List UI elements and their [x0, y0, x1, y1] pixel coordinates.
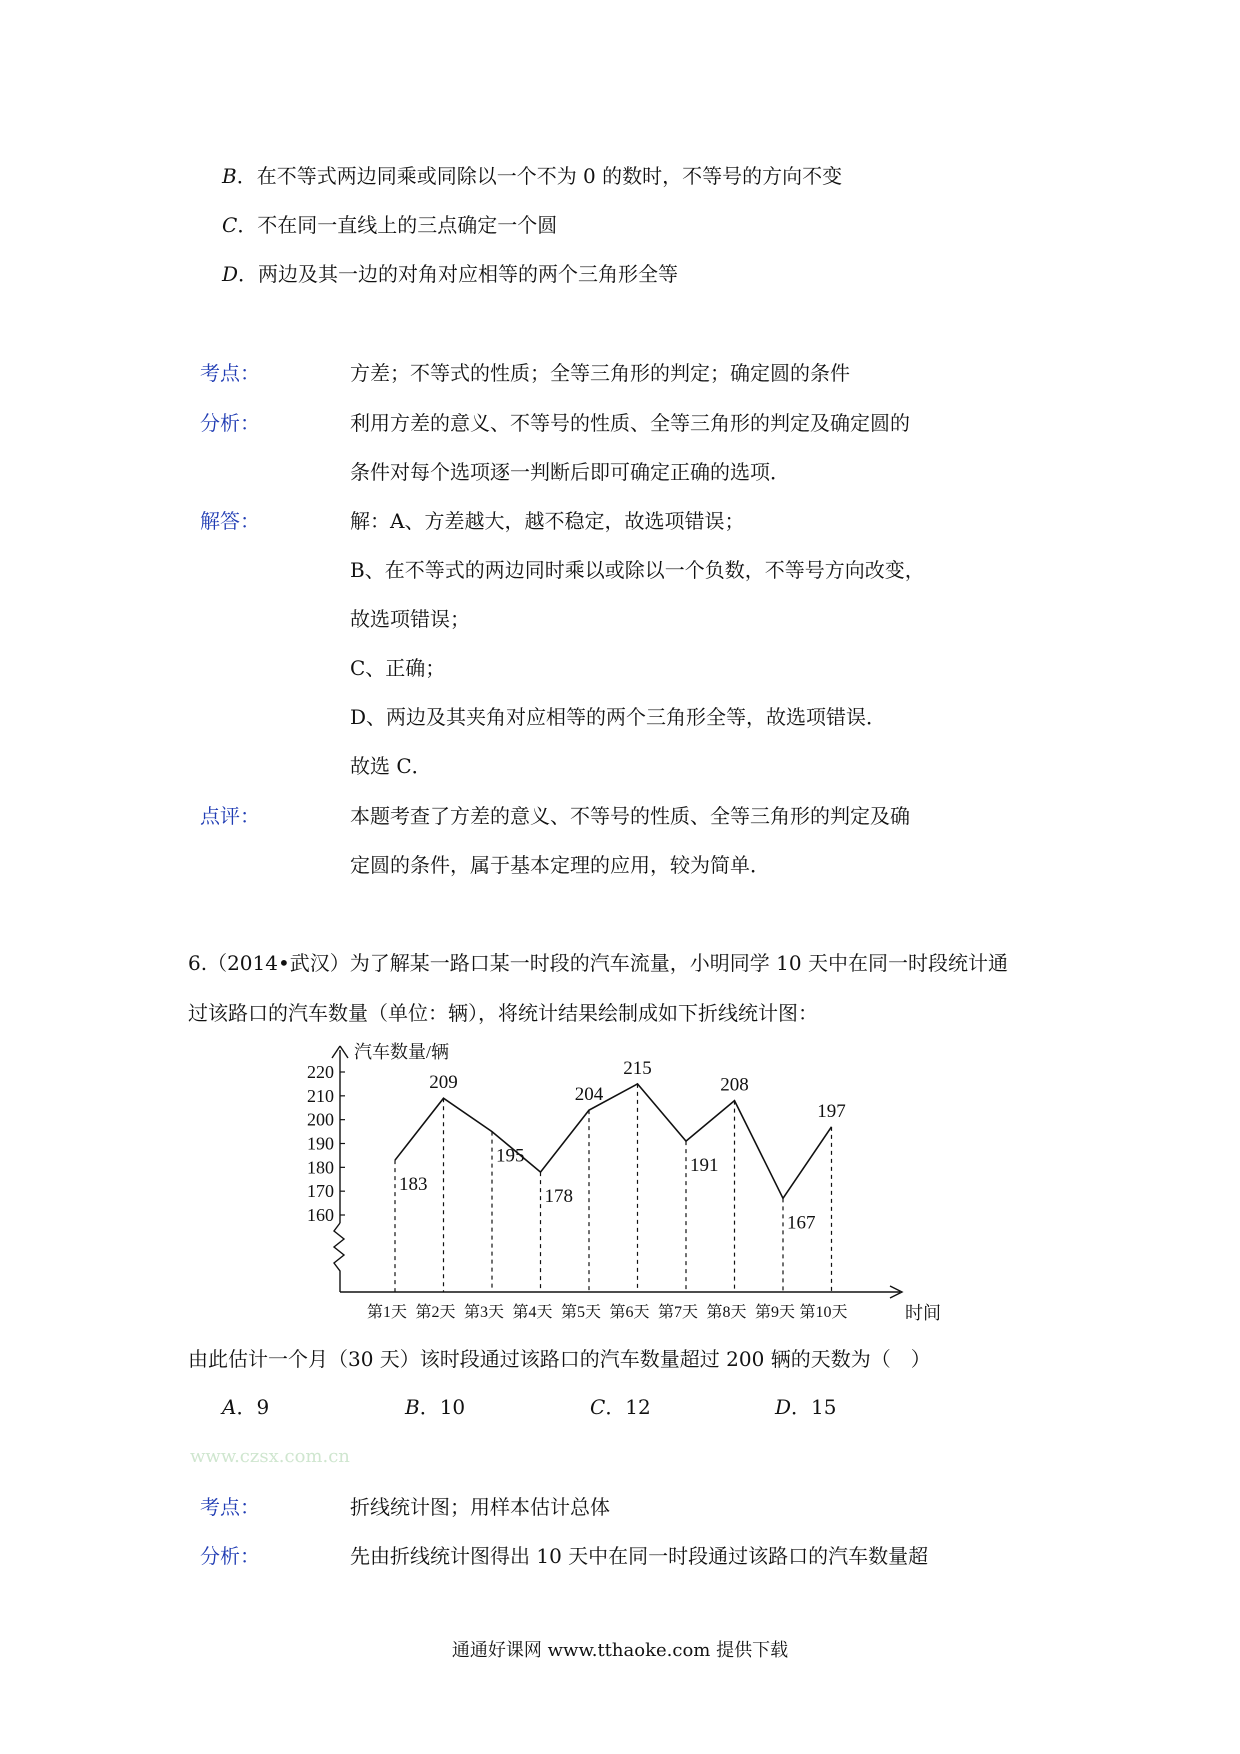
dianping-line-1: 本题考查了方差的意义、不等号的性质、全等三角形的判定及确 [350, 804, 910, 828]
watermark: www.czsx.com.cn [190, 1446, 350, 1467]
x-tick-label: 第1天 [366, 1304, 408, 1321]
x-tick-label: 第2天 [415, 1304, 456, 1321]
q6-kaodian-text: 折线统计图；用样本估计总体 [350, 1495, 610, 1519]
option-a: A．9 [222, 1395, 270, 1419]
q6-kaodian-label: 考点： [200, 1495, 260, 1519]
question6-question-line: 由此估计一个月（30 天）该时段通过该路口的汽车数量超过 200 辆的天数为（ ） [188, 1347, 931, 1371]
x-tick-label: 第4天 [512, 1304, 553, 1321]
x-tick-label: 第9天 [754, 1304, 796, 1321]
line-chart [300, 1040, 960, 1330]
data-label: 191 [690, 1155, 719, 1177]
kaodian-text: 方差；不等式的性质；全等三角形的判定；确定圆的条件 [350, 361, 850, 385]
q6-fenxi-label: 分析： [200, 1544, 260, 1568]
option-d: D．15 [775, 1395, 837, 1419]
x-tick-label: 第7天 [657, 1304, 699, 1321]
y-tick-label: 180 [307, 1157, 334, 1178]
option-d-prev: D．两边及其一边的对角对应相等的两个三角形全等 [222, 262, 679, 286]
data-label: 195 [496, 1145, 525, 1167]
data-label: 183 [399, 1174, 428, 1196]
x-tick-label: 第5天 [560, 1304, 602, 1321]
chart-drop-lines [395, 1084, 832, 1292]
y-tick-label: 200 [307, 1109, 334, 1130]
option-b: B．10 [405, 1395, 466, 1419]
y-tick-label: 220 [307, 1062, 334, 1082]
y-tick-label: 210 [307, 1085, 334, 1106]
data-label: 178 [544, 1186, 573, 1208]
q6-fenxi-text: 先由折线统计图得出 10 天中在同一时段通过该路口的汽车数量超 [350, 1544, 929, 1568]
fenxi-line-1: 利用方差的意义、不等号的性质、全等三角形的判定及确定圆的 [350, 411, 910, 435]
jieda-line-5: D、两边及其夹角对应相等的两个三角形全等，故选项错误． [350, 705, 887, 729]
option-c-prev: C．不在同一直线上的三点确定一个圆 [222, 213, 558, 237]
series-line [395, 1084, 832, 1198]
y-tick-label: 170 [307, 1181, 334, 1202]
y-tick-label: 190 [307, 1133, 334, 1154]
x-tick-label: 第8天 [706, 1304, 747, 1321]
jieda-label: 解答： [200, 509, 260, 533]
page-footer: 通通好课网 www.tthaoke.com 提供下载 [451, 1640, 789, 1661]
option-b-prev: B．在不等式两边同乘或同除以一个不为 0 的数时，不等号的方向不变 [222, 164, 843, 188]
data-label: 208 [720, 1074, 749, 1096]
dianping-label: 点评： [200, 804, 260, 828]
jieda-line-6: 故选 C． [350, 754, 432, 778]
data-label: 215 [623, 1057, 652, 1079]
chart-line [395, 1084, 832, 1198]
option-c: C．12 [590, 1395, 651, 1419]
question6-stem-line-1: 6.（2014•武汉）为了解某一路口某一时段的汽车流量，小明同学 10 天中在同一时段统计通 [188, 951, 1008, 975]
x-axis-label: 时间 [905, 1303, 941, 1323]
kaodian-label: 考点： [200, 361, 260, 385]
jieda-line-3: 故选项错误； [350, 607, 470, 631]
y-axis-label: 汽车数量/辆 [354, 1042, 450, 1062]
y-axis-break [334, 1223, 344, 1292]
data-label: 209 [429, 1072, 458, 1094]
fenxi-line-2: 条件对每个选项逐一判断后即可确定正确的选项． [350, 460, 790, 484]
x-tick-label: 第10天 [799, 1304, 848, 1321]
x-tick-label: 第3天 [463, 1304, 505, 1321]
chart-axes [307, 1046, 902, 1298]
data-label: 167 [787, 1212, 816, 1234]
fenxi-label: 分析： [200, 411, 260, 435]
y-tick-label: 160 [307, 1205, 334, 1225]
x-tick-label: 第6天 [609, 1304, 650, 1321]
data-label: 197 [817, 1100, 846, 1122]
jieda-line-4: C、正确； [350, 656, 446, 680]
chart-labels [354, 1042, 941, 1323]
jieda-line-2: B、在不等式的两边同时乘以或除以一个负数，不等号方向改变， [350, 558, 925, 582]
question6-stem-line-2: 过该路口的汽车数量（单位：辆），将统计结果绘制成如下折线统计图： [188, 1001, 818, 1025]
dianping-line-2: 定圆的条件，属于基本定理的应用，较为简单． [350, 853, 770, 877]
data-label: 204 [574, 1084, 604, 1106]
jieda-line-1: 解：A、方差越大，越不稳定，故选项错误； [350, 509, 745, 533]
